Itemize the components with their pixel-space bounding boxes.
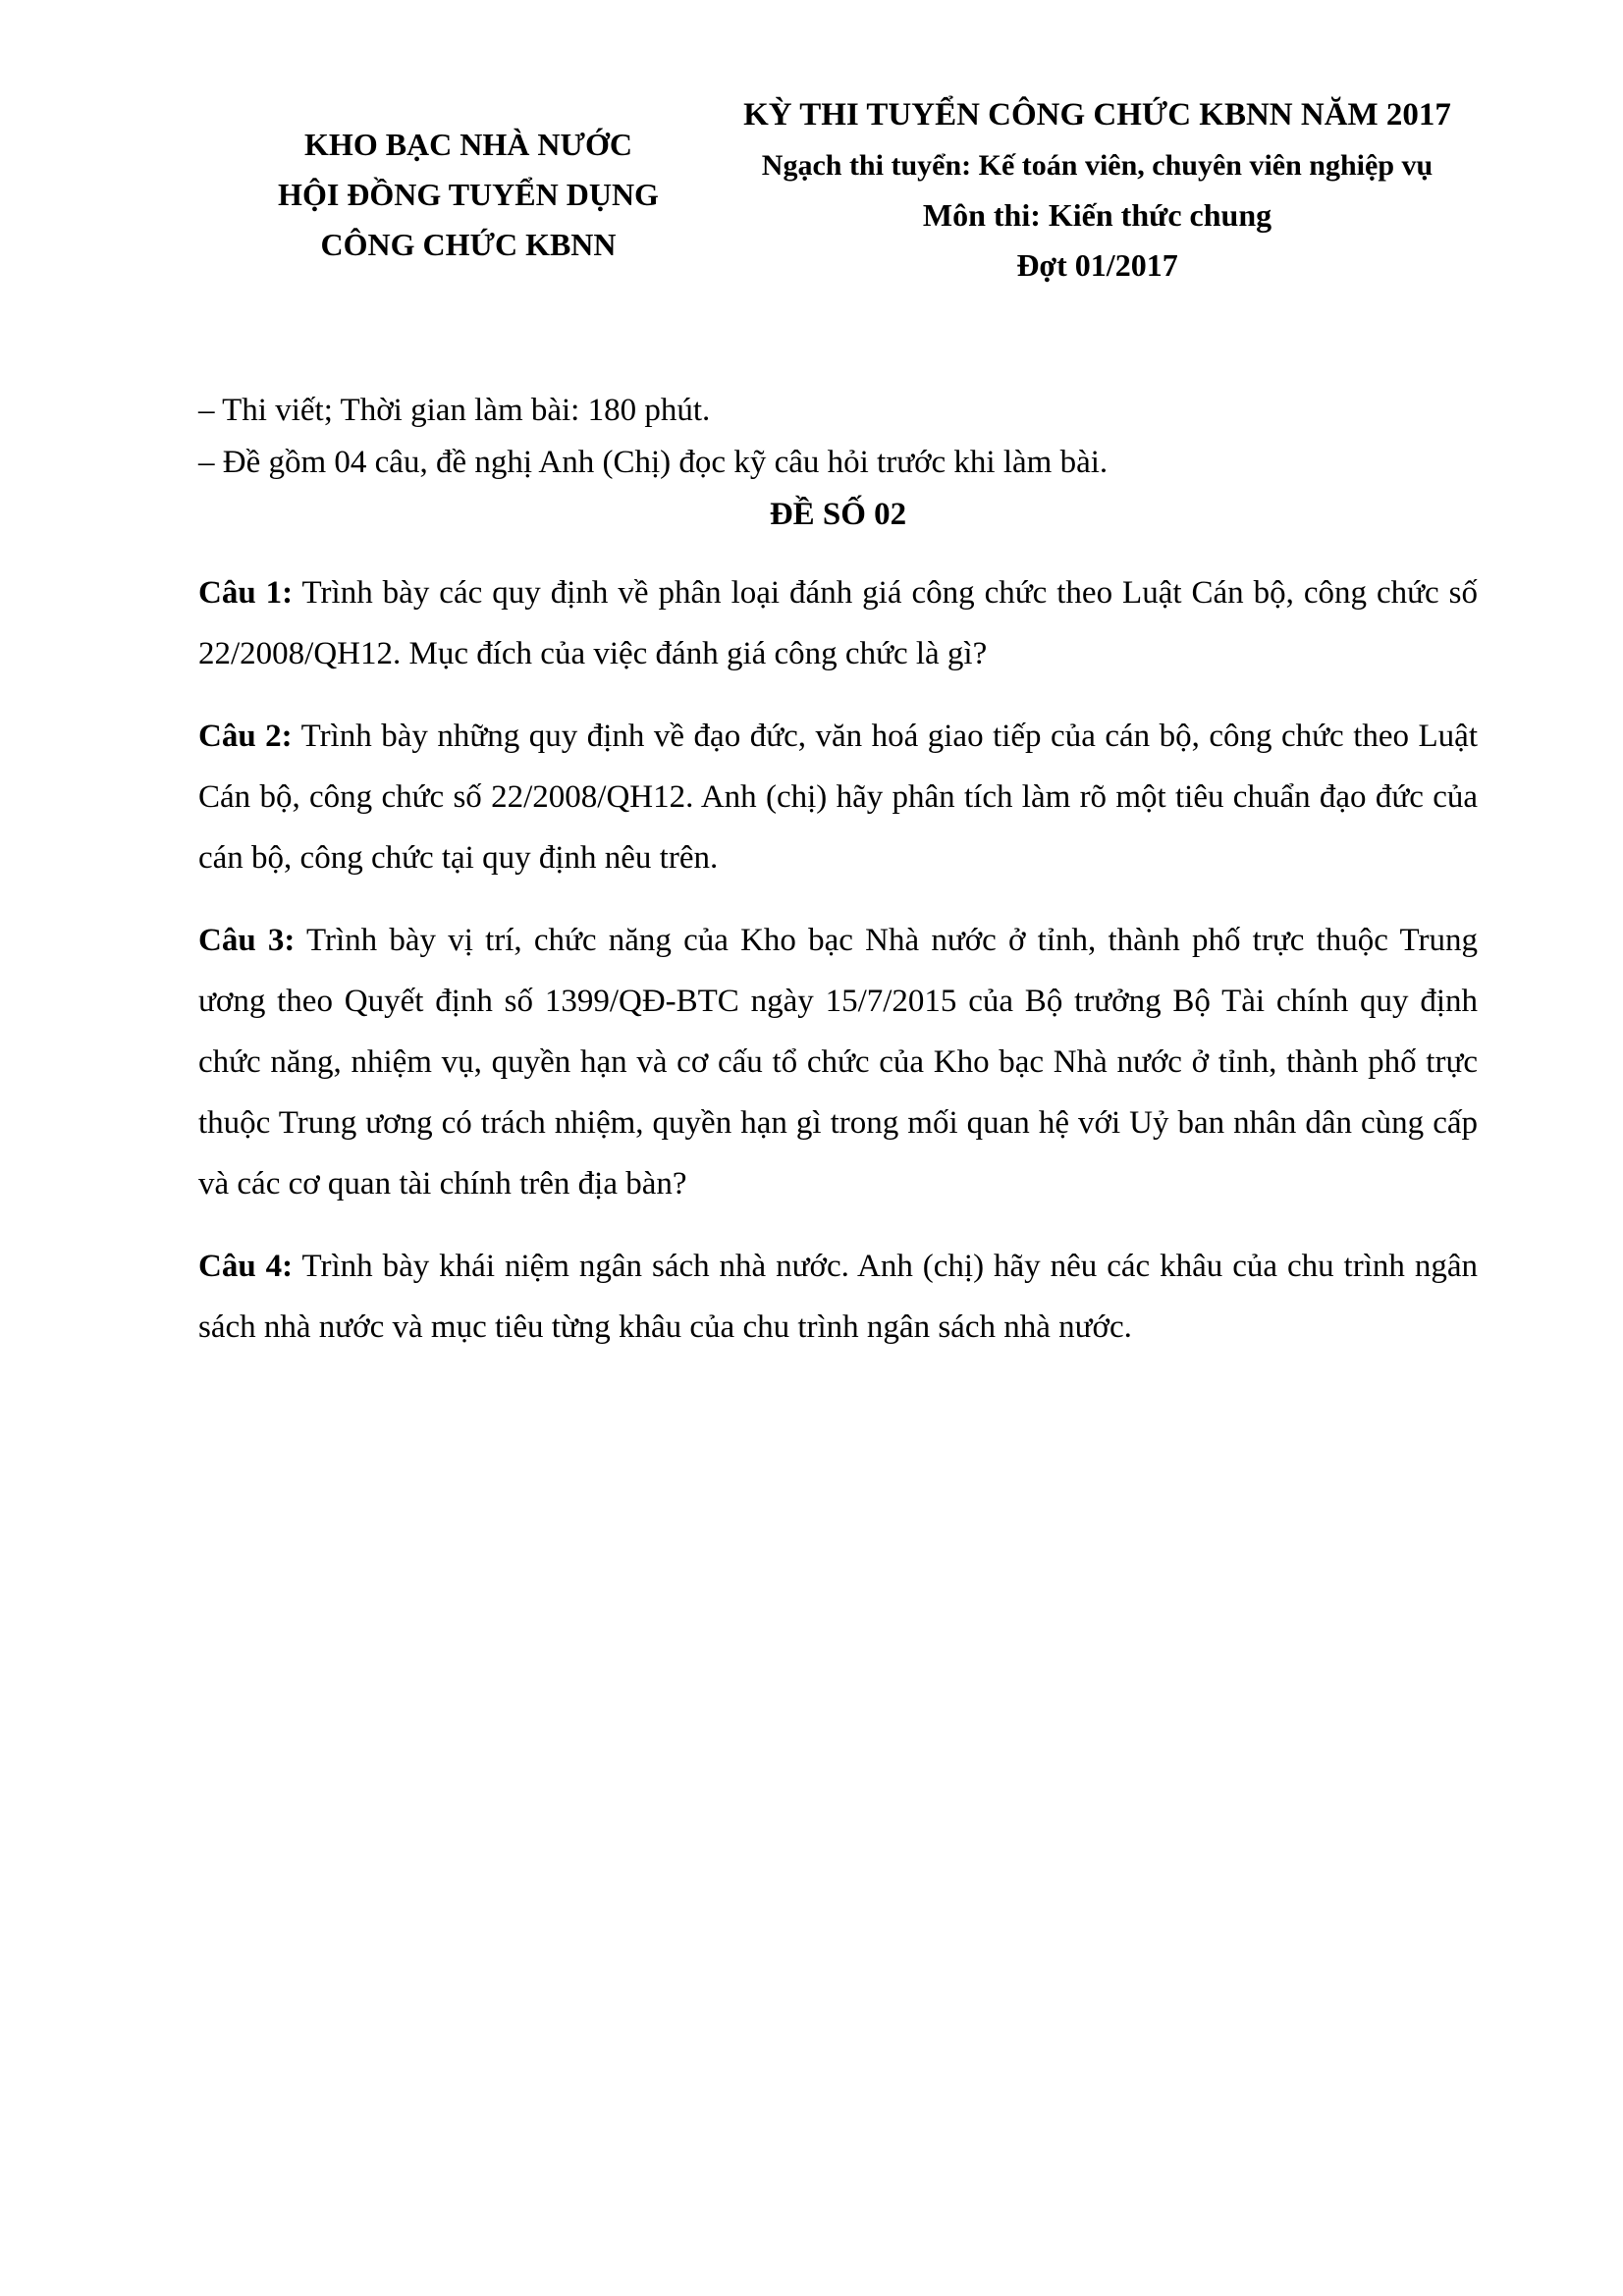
exam-info bbox=[717, 90, 1478, 291]
question-label: Câu 2: bbox=[198, 719, 293, 754]
council-name-continued: CÔNG CHỨC KBNN bbox=[320, 227, 617, 262]
question-2 bbox=[198, 706, 1478, 888]
question-3 bbox=[198, 910, 1478, 1214]
question-text: Trình bày vị trí, chức năng của Kho bạc Nhà nước ở tỉnh, thành phố trực thuộc Trung ương theo Quyết định số 1399/QĐ-BTC ngày 15/7/2015 của Bộ trưởng Bộ Tài chính quy định chức năng, nhiệm vụ, quyền hạn và cơ cấu tổ chức của Kho bạc Nhà nước ở tỉnh, thành phố trực thuộc Trung ương có trách nhiệm, quyền hạn gì trong mối quan hệ với Uỷ ban nhân dân cùng cấp và các cơ quan tài chính trên địa bàn? bbox=[198, 923, 1478, 1201]
question-text: Trình bày những quy định về đạo đức, văn hoá giao tiếp của cán bộ, công chức theo Luật Cán bộ, công chức số 22/2008/QH12. Anh (chị) hãy phân tích làm rõ một tiêu chuẩn đạo đức của cán bộ, công chức tại quy định nêu trên. bbox=[198, 719, 1478, 876]
exam-title: KỲ THI TUYỂN CÔNG CHỨC KBNN NĂM 2017 bbox=[743, 97, 1451, 133]
note-instructions: – Đề gồm 04 câu, đề nghị Anh (Chị) đọc kỹ câu hỏi trước khi làm bài. bbox=[198, 445, 1109, 480]
question-1 bbox=[198, 562, 1478, 684]
question-text: Trình bày các quy định về phân loại đánh giá công chức theo Luật Cán bộ, công chức số 22/2008/QH12. Mục đích của việc đánh giá công chức là gì? bbox=[198, 575, 1478, 671]
issuing-organization bbox=[257, 120, 679, 270]
exam-round: Đợt 01/2017 bbox=[1016, 247, 1178, 283]
note-duration: – Thi viết; Thời gian làm bài: 180 phút. bbox=[198, 393, 711, 428]
exam-subject: Môn thi: Kiến thức chung bbox=[922, 197, 1272, 233]
question-text: Trình bày khái niệm ngân sách nhà nước. Anh (chị) hãy nêu các khâu của chu trình ngân sách nhà nước và mục tiêu từng khâu của chu trình ngân sách nhà nước. bbox=[198, 1249, 1478, 1345]
exam-body bbox=[198, 385, 1478, 1379]
exam-code-heading: ĐỀ SỐ 02 bbox=[769, 497, 907, 532]
question-label: Câu 4: bbox=[198, 1249, 294, 1284]
exam-rank: Ngạch thi tuyển: Kế toán viên, chuyên viên nghiệp vụ bbox=[761, 149, 1434, 182]
question-label: Câu 1: bbox=[198, 575, 294, 611]
organization-name: KHO BẠC NHÀ NƯỚC bbox=[304, 127, 632, 162]
council-name: HỘI ĐỒNG TUYỂN DỤNG bbox=[278, 177, 659, 212]
question-label: Câu 3: bbox=[198, 923, 296, 958]
question-4 bbox=[198, 1236, 1478, 1358]
